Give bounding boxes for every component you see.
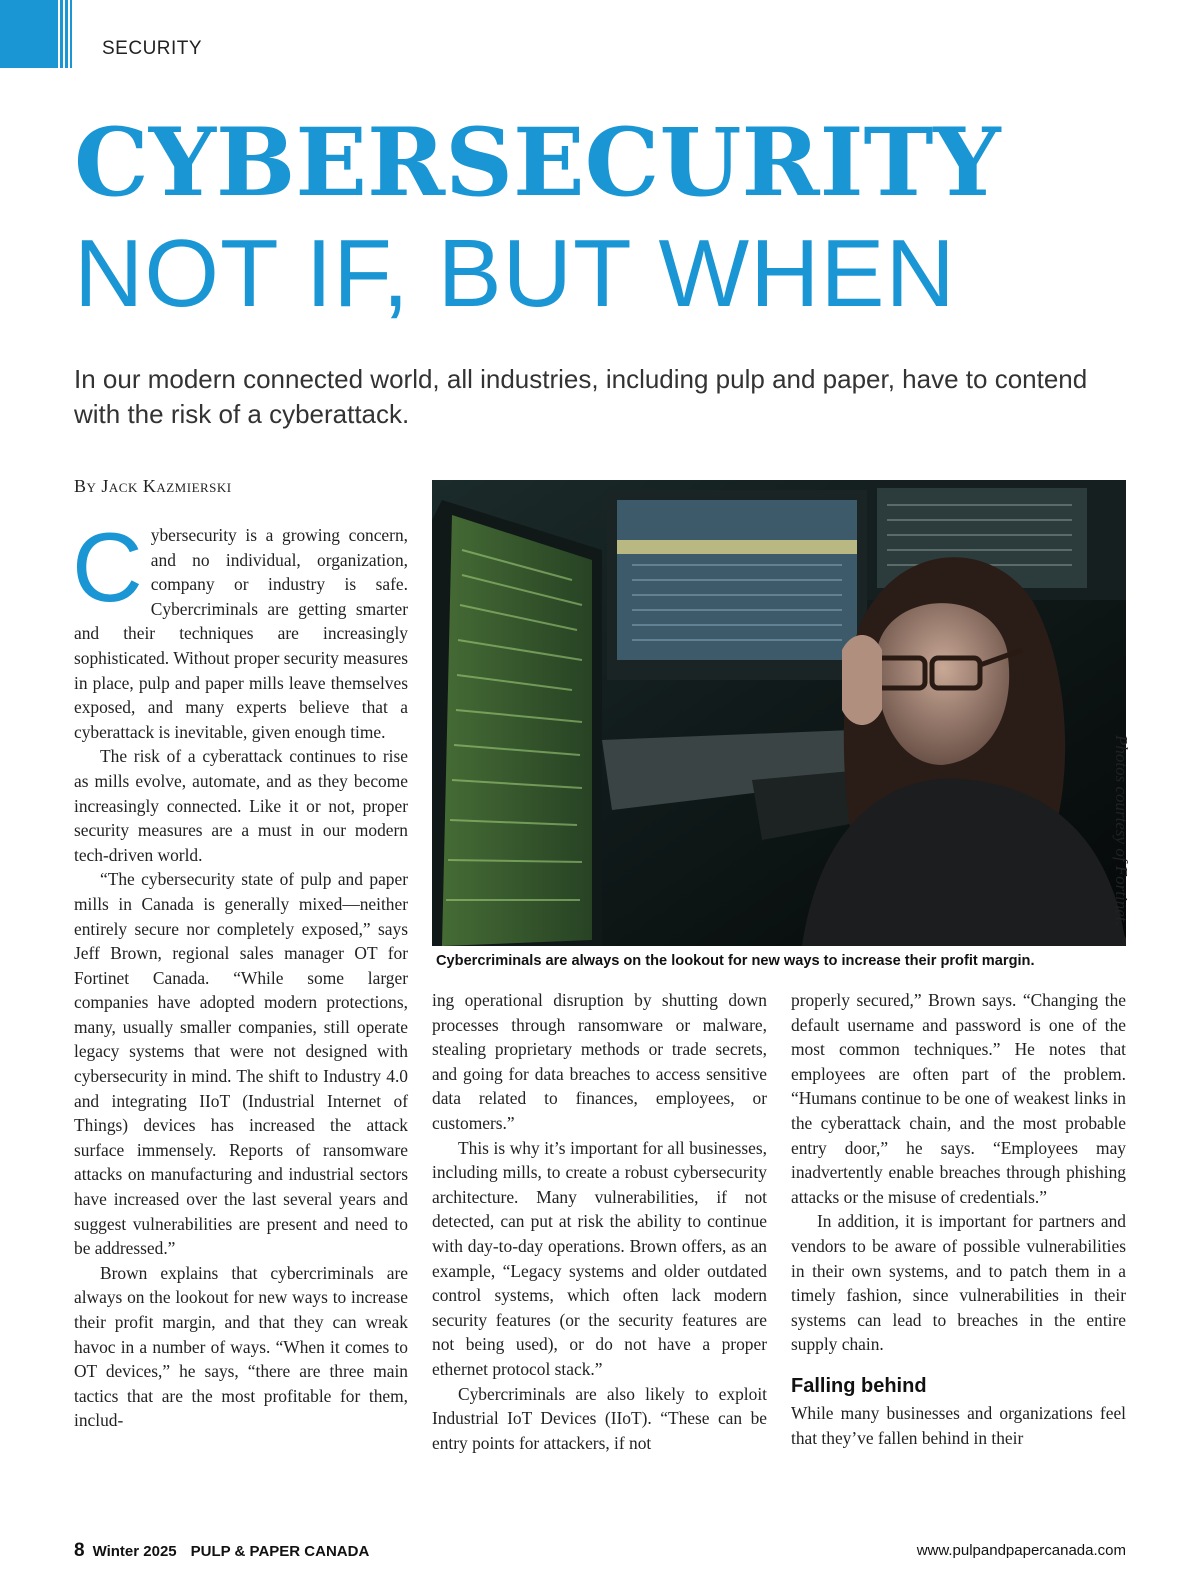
photo-caption: Cybercriminals are always on the lookout for new ways to increase their profit margin. [436,953,1035,969]
paragraph: Cybercriminals are also likely to exploit Industrial IoT Devices (IIoT). “These can be entry points for attackers, if not [432,1383,767,1453]
drop-cap: C [72,512,143,622]
paragraph: Brown explains that cybercriminals are always on the lookout for new ways to increase their profit margin, and that they can wreak havoc in a number of ways. “When it comes to OT devices,” he says, “there are three main tactics that are the most profitable for them, includ- [74,1262,408,1431]
paragraph: properly secured,” Brown says. “Changing the default username and password is one of the most common techniques.” He notes that employees are often part of the problem. “Humans continue to be one of weakest links in the cyberattack chain, and the most probable entry door,” he says. “Employees may inadvertently enable breaches through phishing attacks or the misuse of credentials.” [791,990,1126,1207]
paragraph: ing operational disruption by shutting down processes through ransomware or malware, stealing proprietary methods or trade secrets, and going for data breaches to access sensitive data related to finances, employees, or customers.” [432,990,767,1133]
body-column-1 [72,512,408,1433]
paragraph: “The cybersecurity state of pulp and paper mills in Canada is generally mixed—neither entirely secure nor completely exposed,” says Jeff Brown, regional sales manager OT for Fortinet Canada. “While some larger companies have adopted modern protections, many, usually smaller companies, still operate legacy systems that were not designed with cybersecurity in mind. The shift to Industry 4.0 and integrating IIoT (Industrial Internet of Things) devices has increased the attack surface immensely. Reports of ransomware attacks on manufacturing and industrial sectors have increased over the last several years and suggest vulnerabilities are present and need to be addressed.” [74,869,408,1259]
page-number: 8 [74,1540,85,1561]
publication-name: PULP & PAPER CANADA [190,1543,370,1560]
photo-credit: Photos courtesy of Fortinet. [1112,735,1131,926]
paragraph: This is why it’s important for all businesses, including mills, to create a robust cybersecurity architecture. Many vulnerabilities, if not detected, can put at risk the ability to continue with day-to-day operations. Brown offers, as an example, “Legacy systems and older outdated control systems, which often lack modern security features (or the security features are not being used), or do not have a proper ethernet protocol stack.” [432,1137,767,1379]
body-column-3 [791,988,1126,1450]
paragraph: In addition, it is important for partners and vendors to be aware of possible vulnerabilities in their own systems, and to patch them in a timely fashion, since vulnerabilities in their systems can lead to breaches in the entire supply chain. [791,1211,1126,1355]
paragraph: The risk of a cyberattack continues to rise as mills evolve, automate, and as they become increasingly connected. Like it or not, proper security measures are a must in our modern tech-driven world. [74,746,408,865]
body-column-2 [432,988,767,1455]
headline-line1: CYBERSECURITY [74,108,1001,218]
byline: By Jack Kazmierski [74,476,232,496]
section-color-bar [0,0,72,68]
section-label: SECURITY [102,38,203,59]
publication-url[interactable]: www.pulpandpapercanada.com [916,1542,1126,1559]
issue-date: Winter 2025 [92,1543,177,1560]
article-deck: In our modern connected world, all industries, including pulp and paper, have to contend with the risk of a cyberattack. [74,364,1088,429]
headline-line2: NOT IF, BUT WHEN [74,220,956,327]
page-footer [74,1540,369,1562]
paragraph: Cybersecurity is a growing concern, and no individual, organization, company or industry is safe. Cybercriminals are getting smarter and their techniques are increasingly sophisticated. Without proper security measures in place, pulp and paper mills leave themselves exposed, and many experts believe that a cyberattack is inevitable, given enough time. [72,512,408,742]
paragraph: While many businesses and organizations feel that they’ve fallen behind in their [791,1402,1126,1448]
subheading: Falling behind [791,1374,927,1397]
article-photo [432,480,1126,946]
